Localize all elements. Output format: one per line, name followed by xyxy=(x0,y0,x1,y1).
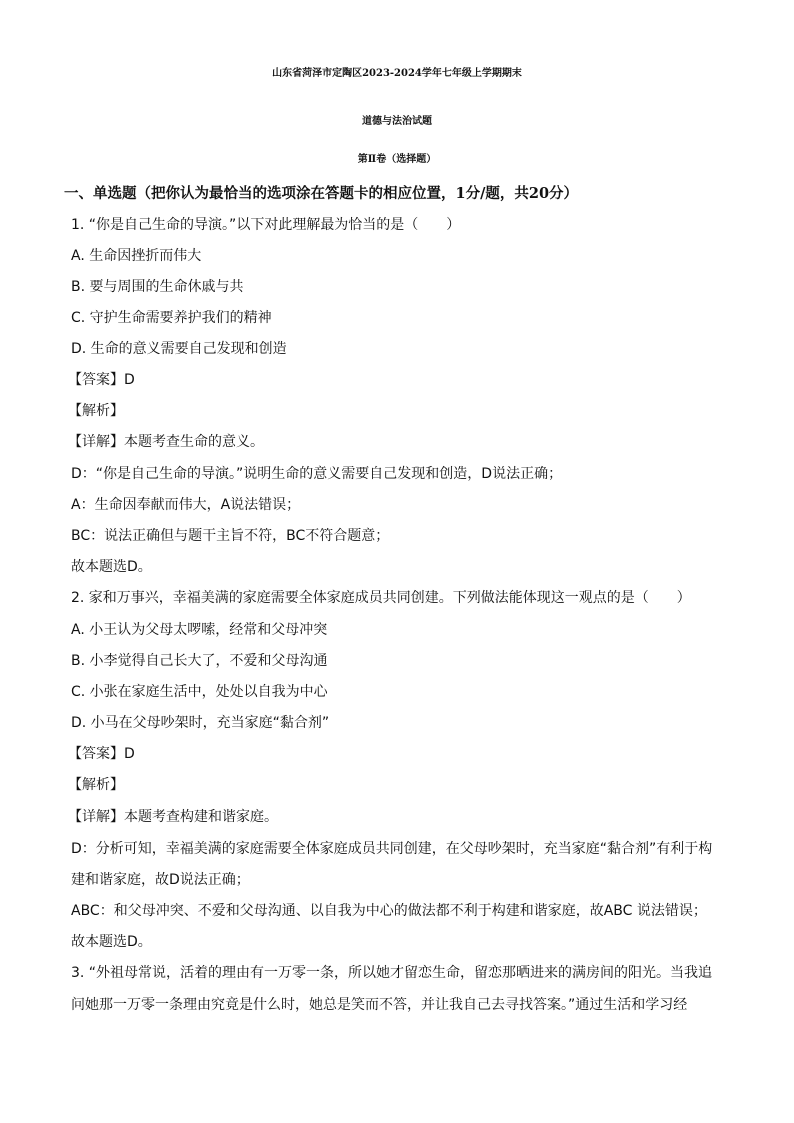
question-2-option-d: D. 小马在父母吵架时，充当家庭“黏合剂” xyxy=(71,715,330,731)
question-1-explain-line: BC：说法正确但与题干主旨不符，BC不符合题意； xyxy=(71,528,390,544)
question-2-analysis-label: 【解析】 xyxy=(68,777,124,793)
document-title: 山东省菏泽市定陶区2023-2024学年七年级上学期期末 xyxy=(272,68,522,79)
question-2-explain-line: ABC：和父母冲突、不爱和父母沟通、以自我为中心的做法都不利于构建和谐家庭，故ABC 说法错误； xyxy=(71,903,707,919)
question-2-option-a: A. 小王认为父母太啰嗦，经常和父母冲突 xyxy=(71,622,328,638)
question-1-option-d: D. 生命的意义需要自己发现和创造 xyxy=(71,341,287,357)
volume-label: 第Ⅱ卷（选择题） xyxy=(357,154,437,165)
section-heading: 一、单选题（把你认为最恰当的选项涂在答题卡的相应位置，1分/题，共20分） xyxy=(64,185,579,202)
question-1-stem: 1. “你是自己生命的导演。”以下对此理解最为恰当的是（ ） xyxy=(71,217,461,233)
question-2-detail: 【详解】本题考查构建和谐家庭。 xyxy=(68,809,278,825)
question-1-option-a: A. 生命因挫折而伟大 xyxy=(71,248,202,264)
question-2-explain-line: D：分析可知，幸福美满的家庭需要全体家庭成员共同创建，在父母吵架时，充当家庭“黏合剂”有利于构 xyxy=(71,841,713,857)
question-1-explain-line: A：生命因奉献而伟大，A说法错误； xyxy=(71,497,301,513)
question-2-option-b: B. 小李觉得自己长大了，不爱和父母沟通 xyxy=(71,653,328,669)
question-2-stem: 2. 家和万事兴，幸福美满的家庭需要全体家庭成员共同创建。下列做法能体现这一观点的是（ ） xyxy=(71,590,691,606)
question-2-explain-line: 故本题选D。 xyxy=(71,934,152,950)
question-2-option-c: C. 小张在家庭生活中，处处以自我为中心 xyxy=(71,684,328,700)
document-subtitle: 道德与法治试题 xyxy=(362,116,432,127)
question-2-answer: 【答案】D xyxy=(68,746,135,762)
question-1-option-b: B. 要与周围的生命休戚与共 xyxy=(71,279,244,295)
question-1-explain-line: D：“你是自己生命的导演。”说明生命的意义需要自己发现和创造，D说法正确； xyxy=(71,466,563,482)
question-3-stem: 问她那一万零一条理由究竟是什么时，她总是笑而不答，并让我自己去寻找答案。”通过生活和学习经 xyxy=(71,997,688,1013)
question-2-explain-line: 建和谐家庭，故D说法正确； xyxy=(71,872,250,888)
question-1-answer: 【答案】D xyxy=(68,372,135,388)
question-1-option-c: C. 守护生命需要养护我们的精神 xyxy=(71,310,272,326)
question-1-detail: 【详解】本题考查生命的意义。 xyxy=(68,434,264,450)
question-1-analysis-label: 【解析】 xyxy=(68,403,124,419)
question-3-stem: 3. “外祖母常说，活着的理由有一万零一条，所以她才留恋生命，留恋那晒进来的满房间的阳光。当我追 xyxy=(71,965,713,981)
question-1-explain-line: 故本题选D。 xyxy=(71,559,152,575)
